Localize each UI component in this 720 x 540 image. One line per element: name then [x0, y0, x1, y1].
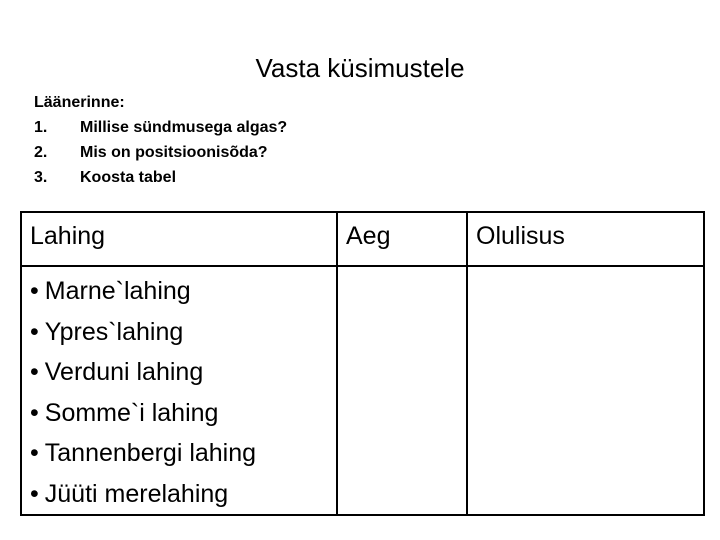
header-cell-aeg: [337, 212, 467, 266]
list-item: • Tannenbergi lahing: [30, 433, 336, 474]
question-text: Millise sündmusega algas?: [80, 119, 288, 136]
question-text: Mis on positsioonisõda?: [80, 144, 268, 161]
list-item: • Jüüti merelahing: [30, 474, 336, 515]
header-olulisus-label: Olulisus: [476, 222, 565, 250]
table-row: [21, 266, 704, 515]
slide-title: [0, 52, 720, 84]
header-cell-olulisus: [467, 212, 704, 266]
question-heading: Läänerinne:: [34, 94, 125, 111]
list-item: • Marne`lahing: [30, 271, 336, 312]
list-item: • Verduni lahing: [30, 352, 336, 393]
question-item: [34, 115, 287, 140]
header-lahing-label: Lahing: [30, 222, 106, 250]
question-number: 2.: [34, 144, 48, 161]
table-header-row: [21, 212, 704, 266]
slide-title-text: Vasta küsimustele: [255, 53, 465, 83]
question-list: [34, 90, 287, 190]
header-cell-lahing: [21, 212, 337, 266]
question-number: 3.: [34, 169, 48, 186]
battle-table: [20, 211, 705, 516]
olulisus-cell: [467, 266, 704, 515]
question-item: [34, 140, 287, 165]
battle-list-cell: [21, 266, 337, 515]
aeg-cell: [337, 266, 467, 515]
question-text: Koosta tabel: [80, 169, 177, 186]
battle-list: [22, 267, 336, 514]
header-aeg-label: Aeg: [346, 222, 391, 250]
question-number: 1.: [34, 119, 48, 136]
question-item: [34, 165, 287, 190]
list-item: • Somme`i lahing: [30, 393, 336, 434]
list-item: • Ypres`lahing: [30, 312, 336, 353]
